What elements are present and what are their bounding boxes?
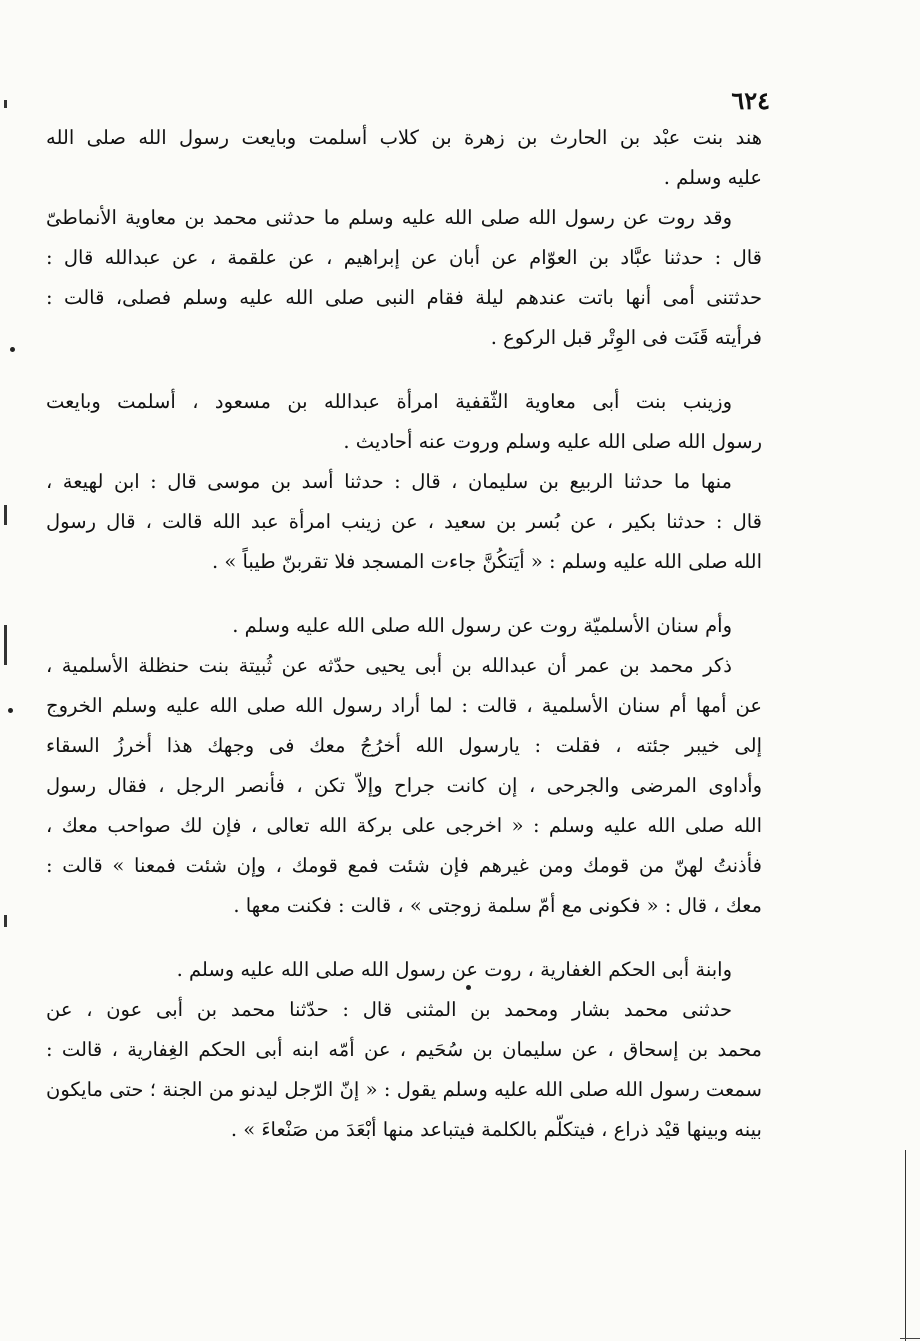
scan-speck xyxy=(10,347,15,352)
text-line: وقد روت عن رسول الله صلى الله عليه وسلم ما حدثنى محمد بن معاوية الأنماطىّ xyxy=(46,206,732,229)
text-line: إلى خيبر جئته ، فقلت : يارسول الله أخرُجُ معك فى وجهك هذا أخرزُ السقاء xyxy=(46,734,762,757)
text-line: سمعت رسول الله صلى الله عليه وسلم يقول : « إنّ الرّجل ليدنو من الجنة ؛ حتى مايكون xyxy=(46,1078,762,1101)
text-line: وزينب بنت أبى معاوية الثّقفية امرأة عبدالله بن مسعود ، أسلمت وبايعت xyxy=(46,390,732,413)
text-line: عن أمها أم سنان الأسلمية ، قالت : لما أراد رسول الله صلى الله عليه وسلم الخروج xyxy=(46,694,762,717)
paragraph-umm-sinan xyxy=(46,606,762,646)
text-line: قال : حدثنا عبَّاد بن العوّام عن أبان عن إبراهيم ، عن علقمة ، عن عبدالله قال : xyxy=(46,246,762,269)
paragraph-zaynab xyxy=(46,382,762,462)
page-number: ٦٢٤ xyxy=(731,86,770,115)
text-line: وأداوى المرضى والجرحى ، إن كانت جراح وإلاّ تكن ، فأنصر الرجل ، فقال رسول xyxy=(46,774,762,797)
scan-speck xyxy=(8,708,13,713)
text-line: فرأيته قَنَت فى الوِتْر قبل الركوع . xyxy=(490,326,762,349)
scan-edge-mark xyxy=(4,100,7,108)
scan-speck xyxy=(466,985,471,990)
text-line: ذكر محمد بن عمر أن عبدالله بن أبى يحيى حدّثه عن ثُبيتة بنت حنظلة الأسلمية ، xyxy=(46,654,732,677)
text-line: وأم سنان الأسلميّة روت عن رسول الله صلى الله عليه وسلم . xyxy=(232,614,732,637)
paragraph-gap xyxy=(46,582,762,606)
paragraph-ibnat-abi-alhakam xyxy=(46,950,762,990)
body-text xyxy=(46,118,762,1150)
paragraph-hind xyxy=(46,118,762,198)
text-line: هند بنت عبْد بن الحارث بن زهرة بن كلاب أسلمت وبايعت رسول الله صلى الله xyxy=(46,126,762,149)
paragraph-umm-sinan-narration xyxy=(46,646,762,926)
scan-edge-mark xyxy=(4,625,7,665)
scan-edge-mark xyxy=(4,915,7,927)
text-line: فأذنتُ لهنّ من قومك ومن غيرهم فإن شئت فمع قومك ، وإن شئت فمعنا » قالت : xyxy=(46,854,762,877)
text-line: رسول الله صلى الله عليه وسلم وروت عنه أحاديث . xyxy=(343,430,762,453)
text-line: قال : حدثنا بكير ، عن بُسر بن سعيد ، عن زينب امرأة عبد الله قالت ، قال رسول xyxy=(46,510,762,533)
text-line: حدثتنى أمى أنها باتت عندهم ليلة فقام النبى صلى الله عليه وسلم فصلى، قالت : xyxy=(46,286,762,309)
text-line: وابنة أبى الحكم الغفارية ، روت عن رسول الله صلى الله عليه وسلم . xyxy=(176,958,732,981)
corner-rule xyxy=(900,1338,920,1339)
text-line: محمد بن إسحاق ، عن سليمان بن سُحَيم ، عن أمّه ابنه أبى الحكم الغِفارية ، قالت : xyxy=(46,1038,762,1061)
paragraph-ibnat-abi-alhakam-narration xyxy=(46,990,762,1150)
text-line: منها ما حدثنا الربيع بن سليمان ، قال : حدثنا أسد بن موسى قال : ابن لهيعة ، xyxy=(46,470,732,493)
paragraph-hind-narration xyxy=(46,198,762,358)
paragraph-zaynab-narration xyxy=(46,462,762,582)
binding-edge-line xyxy=(905,1150,906,1341)
paragraph-gap xyxy=(46,926,762,950)
text-line: الله صلى الله عليه وسلم : « اخرجى على بركة الله تعالى ، فإن لك صواحب معك ، xyxy=(46,814,762,837)
scan-edge-mark xyxy=(4,505,7,525)
paragraph-gap xyxy=(46,358,762,382)
text-line: بينه وبينها قيْد ذراع ، فيتكلّم بالكلمة فيتباعد منها أبْعَدَ من صَنْعاءَ » . xyxy=(230,1118,762,1141)
text-line: الله صلى الله عليه وسلم : « أيَتكُنَّ جاءت المسجد فلا تقربنّ طيباً » . xyxy=(211,550,762,573)
text-line: معك ، قال : « فكونى مع أمّ سلمة زوجتى » ، قالت : فكنت معها . xyxy=(233,894,762,917)
text-line: حدثنى محمد بشار ومحمد بن المثنى قال : حدّثنا محمد بن أبى عون ، عن xyxy=(46,998,732,1021)
text-line: عليه وسلم . xyxy=(663,166,762,189)
